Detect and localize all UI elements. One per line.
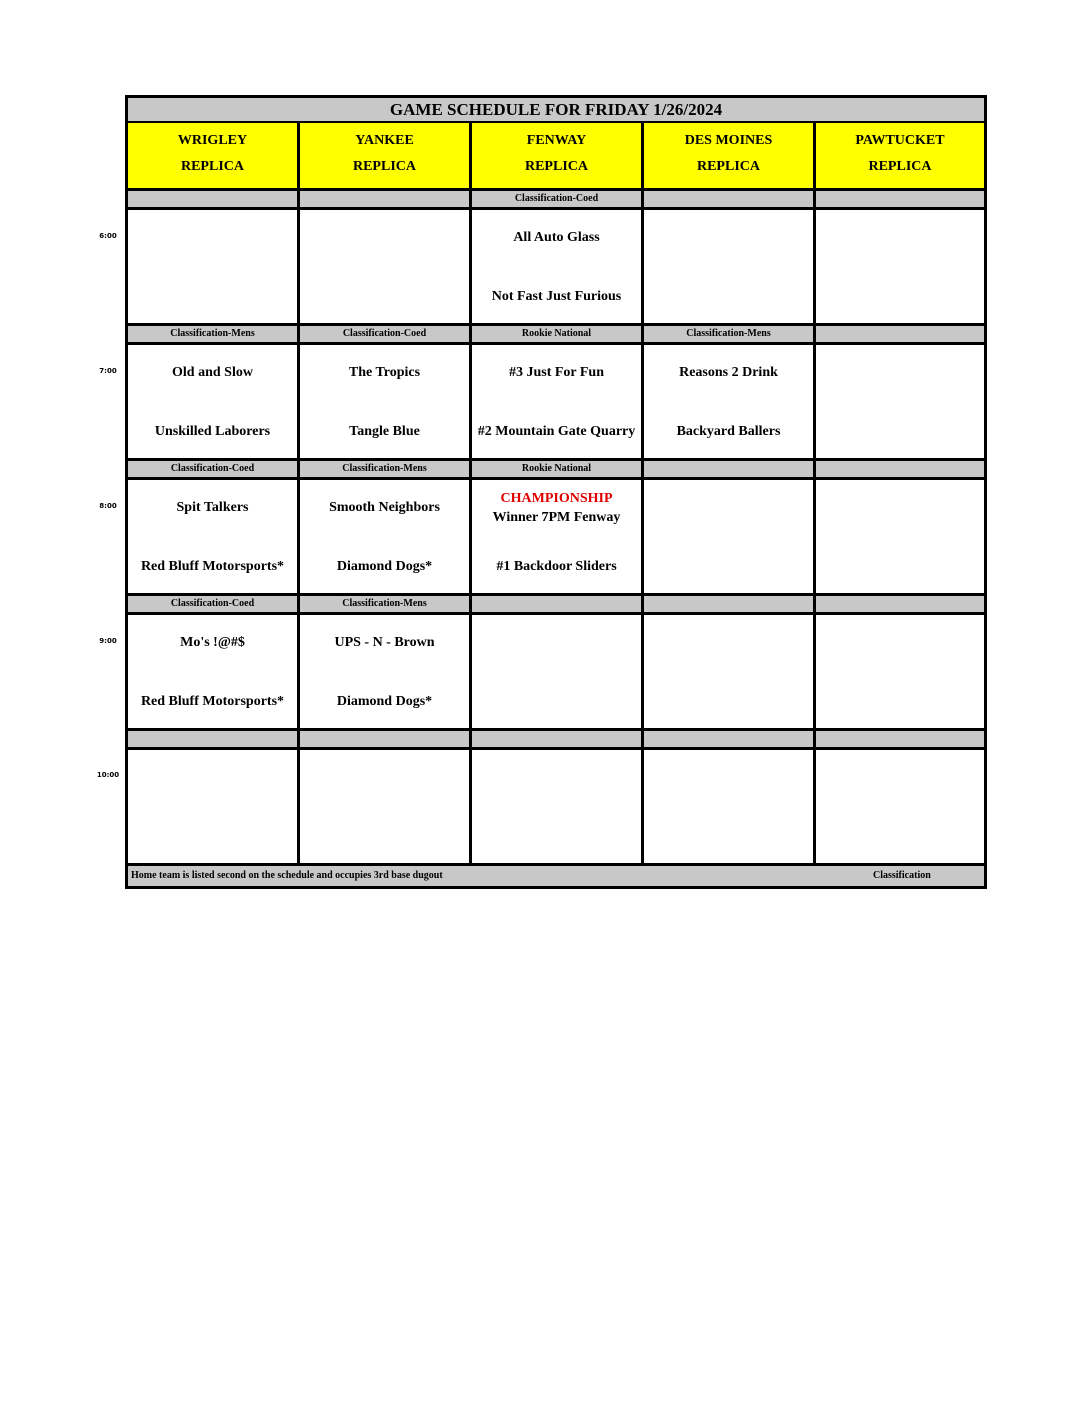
home-team: Red Bluff Motorsports* bbox=[140, 559, 285, 574]
game-cell bbox=[644, 345, 816, 461]
away-team: All Auto Glass bbox=[513, 230, 600, 245]
game-cell bbox=[816, 210, 984, 326]
game-cell bbox=[644, 750, 816, 866]
time-label: 9:00 bbox=[99, 637, 117, 645]
home-team: #2 Mountain Gate Quarry bbox=[477, 424, 636, 439]
classification-bar bbox=[644, 191, 816, 210]
classification-bar bbox=[816, 191, 984, 210]
game-cell bbox=[128, 210, 300, 326]
classification-bar bbox=[816, 326, 984, 345]
classification-bar: Classification-Coed bbox=[472, 191, 644, 210]
away-team: Old and Slow bbox=[172, 365, 253, 380]
classification-bar bbox=[816, 731, 984, 750]
field-subtitle: REPLICA bbox=[696, 159, 760, 174]
away-team: Mo's !@#$ bbox=[180, 635, 245, 650]
home-team-note: Home team is listed second on the schedule and occupies 3rd base dugout bbox=[131, 870, 443, 881]
classification-bar: Classification-Coed bbox=[128, 596, 300, 615]
field-header bbox=[472, 123, 644, 191]
field-name: YANKEE bbox=[355, 133, 414, 148]
away-team: The Tropics bbox=[348, 365, 421, 380]
classification-bar bbox=[300, 191, 472, 210]
field-subtitle: REPLICA bbox=[524, 159, 588, 174]
field-name: DES MOINES bbox=[684, 133, 773, 148]
classification-bar bbox=[644, 461, 816, 480]
field-header bbox=[816, 123, 984, 191]
game-cell bbox=[300, 615, 472, 731]
game-cell bbox=[472, 615, 644, 731]
classification-bar: Classification-Mens bbox=[644, 326, 816, 345]
game-cell bbox=[300, 750, 472, 866]
away-team: Reasons 2 Drink bbox=[679, 365, 778, 380]
game-cell bbox=[644, 210, 816, 326]
game-cell bbox=[816, 750, 984, 866]
championship-label: CHAMPIONSHIP bbox=[500, 491, 613, 506]
field-header bbox=[128, 123, 300, 191]
game-cell bbox=[128, 480, 300, 596]
time-label: 7:00 bbox=[99, 367, 117, 375]
home-team: Red Bluff Motorsports* bbox=[140, 694, 285, 709]
classification-bar bbox=[472, 731, 644, 750]
time-label: 8:00 bbox=[99, 502, 117, 510]
home-team: Backyard Ballers bbox=[676, 424, 781, 439]
home-team: Diamond Dogs* bbox=[336, 694, 433, 709]
game-cell bbox=[128, 345, 300, 461]
game-cell bbox=[472, 480, 644, 596]
home-team: Not Fast Just Furious bbox=[491, 289, 622, 304]
game-cell bbox=[300, 210, 472, 326]
game-cell bbox=[472, 210, 644, 326]
game-cell bbox=[300, 345, 472, 461]
field-subtitle: REPLICA bbox=[180, 159, 244, 174]
away-team: Smooth Neighbors bbox=[329, 500, 440, 515]
field-name: WRIGLEY bbox=[177, 133, 248, 148]
classification-bar: Rookie National bbox=[472, 326, 644, 345]
classification-bar bbox=[816, 596, 984, 615]
game-cell bbox=[472, 750, 644, 866]
game-cell bbox=[300, 480, 472, 596]
classification-bar: Classification-Mens bbox=[300, 596, 472, 615]
field-name: FENWAY bbox=[526, 133, 587, 148]
schedule-sheet bbox=[125, 95, 987, 889]
classification-bar: Rookie National bbox=[472, 461, 644, 480]
game-cell bbox=[128, 750, 300, 866]
footer-bar bbox=[128, 865, 984, 886]
home-team: #1 Backdoor Sliders bbox=[496, 559, 617, 574]
classification-bar bbox=[472, 596, 644, 615]
away-team: Spit Talkers bbox=[176, 500, 249, 515]
classification-bar: Classification-Coed bbox=[300, 326, 472, 345]
field-name: PAWTUCKET bbox=[855, 133, 945, 148]
game-cell bbox=[816, 615, 984, 731]
game-cell bbox=[816, 480, 984, 596]
field-header bbox=[644, 123, 816, 191]
classification-bar: Classification-Coed bbox=[128, 461, 300, 480]
game-cell bbox=[472, 345, 644, 461]
home-team: Diamond Dogs* bbox=[336, 559, 433, 574]
classification-bar bbox=[644, 731, 816, 750]
schedule-title: GAME SCHEDULE FOR FRIDAY 1/26/2024 bbox=[128, 98, 984, 123]
field-header bbox=[300, 123, 472, 191]
game-cell bbox=[128, 615, 300, 731]
classification-bar bbox=[128, 731, 300, 750]
home-team: Unskilled Laborers bbox=[154, 424, 271, 439]
winner-note: Winner 7PM Fenway bbox=[492, 510, 621, 525]
game-cell bbox=[644, 480, 816, 596]
game-cell bbox=[644, 615, 816, 731]
time-label: 6:00 bbox=[99, 232, 117, 240]
away-team: UPS - N - Brown bbox=[334, 635, 435, 650]
field-subtitle: REPLICA bbox=[352, 159, 416, 174]
classification-bar bbox=[128, 191, 300, 210]
time-label: 10:00 bbox=[96, 771, 120, 779]
classification-bar bbox=[644, 596, 816, 615]
classification-bar bbox=[816, 461, 984, 480]
classification-bar: Classification-Mens bbox=[128, 326, 300, 345]
away-team: #3 Just For Fun bbox=[508, 365, 605, 380]
classification-bar bbox=[300, 731, 472, 750]
home-team: Tangle Blue bbox=[349, 424, 420, 439]
classification-label: Classification bbox=[873, 870, 931, 881]
classification-bar: Classification-Mens bbox=[300, 461, 472, 480]
field-subtitle: REPLICA bbox=[868, 159, 932, 174]
game-cell bbox=[816, 345, 984, 461]
